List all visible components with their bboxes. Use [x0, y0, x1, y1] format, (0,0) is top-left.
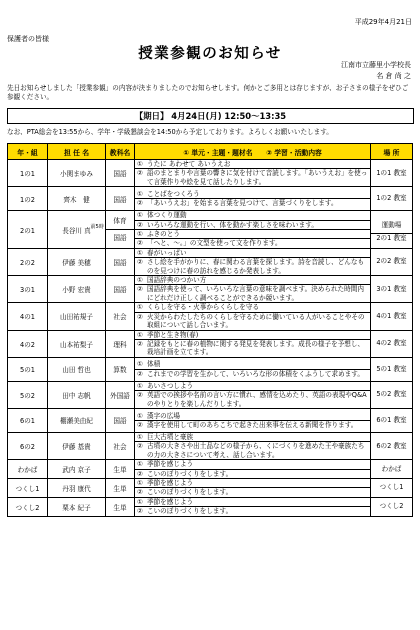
- item-text: 英語での挨拶や名前の言い方に慣れ、感情を込めたり、英語の表現やQ&Aのやりとりを楽しんだりします。: [147, 391, 367, 408]
- item-text: いろいろな運動を行い、体を動かす楽しさを味わいます。: [147, 220, 318, 229]
- content-cell: [135, 381, 371, 408]
- place-cell: [371, 381, 413, 408]
- content-line: [135, 390, 370, 408]
- item-number: ②: [137, 199, 143, 208]
- item-text: こいのぼりづくりをします。: [147, 507, 233, 516]
- class-cell: 4の1: [8, 303, 48, 330]
- pta-note: なお、PTA総会を13:55から、学年・学級懇談会を14:50から予定しております。よろしくお願いいたします。: [7, 128, 333, 136]
- content-cell: [135, 248, 371, 275]
- teacher-cell: 山田祐規子: [48, 303, 106, 330]
- item-number: ①: [137, 460, 143, 469]
- table-row: [8, 381, 413, 408]
- place-cell: [371, 460, 413, 479]
- table-row: [8, 211, 413, 249]
- content-cell: [135, 187, 371, 211]
- content-line: [135, 382, 370, 390]
- item-text: 古墳の大きさや出土品などの様子から、くにづくりを進めた王や豪族たちの力の大きさについて考え、話し合います。: [147, 442, 365, 459]
- content-line: [135, 312, 370, 330]
- item-number: ①: [137, 411, 143, 420]
- place-cell: [371, 303, 413, 330]
- item-text: 巨大古墳と豪族: [147, 432, 194, 441]
- class-cell: 6の1: [8, 408, 48, 432]
- item-text: 語のまとまりや言葉の響きに気を付けて音読します。「あいうえお」を使って言葉作りや絵を見て話したりします。: [147, 169, 368, 186]
- content-line: [135, 441, 370, 459]
- item-number: ①: [137, 360, 143, 369]
- item-number: ①: [137, 330, 143, 339]
- item-text: 火災からわたしたちのくらしを守るために働いている人がいることやその取組について話し合います。: [147, 312, 365, 330]
- header-place: 場 所: [371, 144, 413, 160]
- place-label: 6の1 教室: [376, 415, 407, 424]
- subject-cell: 国語: [106, 276, 135, 303]
- intro-text: 先日お知らせしました「授業参観」の内容が決まりましたのでお知らせします。何かとご多用とは存じますが、お子さまの様子をぜひご参観ください。: [7, 84, 409, 102]
- table-row: [8, 408, 413, 432]
- content-line: [135, 303, 370, 311]
- item-number: ①: [137, 478, 143, 487]
- item-text: 「あいうえお」を始まる言葉を見つけて、言葉づくりをします。: [147, 199, 338, 208]
- schedule-table: [7, 143, 413, 517]
- item-number: ①: [137, 276, 143, 285]
- page-title: 授業参観のお知らせ: [138, 45, 282, 62]
- subject-cell: 生単: [106, 460, 135, 479]
- place-label: つくし2: [379, 502, 404, 511]
- subject-cell: 国語: [106, 160, 135, 187]
- teacher-cell: 棚瀬美由紀: [48, 408, 106, 432]
- place-cell: [371, 211, 413, 249]
- content-line: [135, 211, 370, 219]
- item-number: ①: [137, 211, 143, 220]
- item-text: 季節と生き物(春): [147, 330, 199, 339]
- item-text: 季節を感じよう: [147, 497, 194, 506]
- item-text: 季節を感じよう: [147, 460, 194, 469]
- class-cell: 4の2: [8, 330, 48, 357]
- table-row: [8, 478, 413, 497]
- item-text: あいさつしよう: [147, 381, 194, 390]
- header-subject: 教科名: [106, 144, 135, 160]
- place-label: 運動場: [371, 217, 412, 234]
- content-line: [135, 249, 370, 257]
- recipient: 保護者の皆様: [7, 35, 49, 43]
- table-row: [8, 303, 413, 330]
- item-number: ②: [137, 369, 143, 378]
- item-number: ②: [137, 312, 143, 321]
- place-cell: [371, 357, 413, 381]
- content-line: [135, 498, 370, 506]
- item-number: ②: [137, 488, 143, 497]
- item-text: 漢字の広場: [147, 411, 180, 420]
- item-number: ②: [137, 339, 143, 348]
- content-cell: [135, 408, 371, 432]
- item-text: これまでの学習を生かして、いろいろな形の体積をくふうして求めます。: [147, 369, 364, 378]
- table-row: [8, 187, 413, 211]
- item-text: くらしを守る・火事からくらしを守る: [147, 303, 260, 312]
- principal-name: 名 倉 尚 之: [376, 72, 411, 80]
- class-cell: つくし1: [8, 478, 48, 497]
- subject-cell: 理科: [106, 330, 135, 357]
- sender-block: [341, 60, 411, 82]
- item-text: 漢字を使用して町のあちこちで起きた出来事を伝える新聞を作ります。: [147, 420, 358, 429]
- table-row: [8, 248, 413, 275]
- class-cell: 5の2: [8, 381, 48, 408]
- item-text: 国語辞典のつかい方: [147, 276, 207, 285]
- period-label: 前5時: [90, 223, 104, 230]
- place-cell: [371, 432, 413, 459]
- subject-cell: 外国語: [106, 381, 135, 408]
- item-number: ②: [137, 420, 143, 429]
- subject-cell: 算数: [106, 357, 135, 381]
- class-cell: 2の2: [8, 248, 48, 275]
- content-line: [135, 238, 370, 247]
- subject-cell: 生単: [106, 478, 135, 497]
- teacher-cell: 伊藤 基貴: [48, 432, 106, 459]
- item-text: 季節を感じよう: [147, 478, 194, 487]
- class-cell: 3の1: [8, 276, 48, 303]
- content-cell: [135, 478, 371, 497]
- content-line: [135, 160, 370, 168]
- teacher-cell: 長谷川 真 前5時: [48, 211, 106, 249]
- table-row: [8, 432, 413, 459]
- place-cell: [371, 276, 413, 303]
- content-line: [135, 229, 370, 238]
- event-date: 【期日】 4月24日(月) 12:50〜13:35: [134, 111, 287, 121]
- content-line: [135, 469, 370, 478]
- teacher-cell: 山田 哲也: [48, 357, 106, 381]
- content-line: [135, 276, 370, 284]
- item-number: ①: [137, 497, 143, 506]
- content-line: [135, 190, 370, 198]
- place-label: 2の2 教室: [376, 257, 407, 266]
- item-number: ②: [137, 169, 143, 178]
- document-date: 平成29年4月21日: [354, 18, 412, 26]
- content-line: [135, 360, 370, 368]
- content-line: [135, 198, 370, 207]
- subject-cell: 社会: [106, 303, 135, 330]
- table-row: [8, 160, 413, 187]
- place-label: つくし1: [379, 483, 404, 492]
- content-cell: [135, 211, 371, 249]
- content-cell: [135, 432, 371, 459]
- item-number: ①: [137, 230, 143, 239]
- place-label: 6の2 教室: [376, 441, 407, 450]
- subject-cell: 国語: [106, 248, 135, 275]
- table-row: [8, 497, 413, 516]
- table-header-row: [8, 144, 413, 160]
- item-text: うたに あわせて あいうえお: [147, 160, 231, 168]
- teacher-cell: 伊藤 美穂: [48, 248, 106, 275]
- item-number: ①: [137, 432, 143, 441]
- teacher-cell: 小野 宏貴: [48, 276, 106, 303]
- teacher-cell: 丹羽 康代: [48, 478, 106, 497]
- class-cell: 1の1: [8, 160, 48, 187]
- content-line: [135, 369, 370, 378]
- content-line: [135, 420, 370, 429]
- table-row: [8, 460, 413, 479]
- header-content: ① 単元・主題・題材名 ② 学習・活動内容: [135, 144, 371, 160]
- place-cell: [371, 248, 413, 275]
- content-line: [135, 487, 370, 496]
- class-cell: 5の1: [8, 357, 48, 381]
- item-number: ②: [137, 507, 143, 516]
- item-text: 体積: [147, 360, 161, 369]
- item-number: ②: [137, 258, 143, 267]
- subject-label-2: 国語: [106, 229, 134, 247]
- content-line: [135, 506, 370, 515]
- content-line: [135, 257, 370, 275]
- item-number: ②: [137, 391, 143, 400]
- item-number: ②: [137, 442, 143, 451]
- item-number: ②: [137, 239, 143, 248]
- teacher-cell: 山本祐梨子: [48, 330, 106, 357]
- item-text: 体つくり運動: [147, 211, 187, 220]
- item-number: ①: [137, 189, 143, 198]
- class-cell: つくし2: [8, 497, 48, 516]
- item-number: ①: [137, 160, 143, 168]
- place-label: 4の1 教室: [376, 311, 407, 320]
- content-cell: [135, 497, 371, 516]
- item-text: さし絵を手がかりに、春に関わる言葉を探します。詩を音読し、どんなものを見つけに春の訪れを感じるか発表します。: [147, 258, 365, 275]
- item-number: ①: [137, 303, 143, 312]
- teacher-cell: 小関まゆみ: [48, 160, 106, 187]
- place-label: 4の2 教室: [376, 339, 407, 348]
- teacher-cell: 栗本 紀子: [48, 497, 106, 516]
- place-cell: [371, 330, 413, 357]
- place-label: 5の2 教室: [376, 390, 407, 399]
- header-teacher: 担 任 名: [48, 144, 106, 160]
- subject-cell: 社会: [106, 432, 135, 459]
- event-date-box: [7, 108, 414, 124]
- place-label: わかば: [381, 464, 402, 473]
- teacher-cell: 武内 京子: [48, 460, 106, 479]
- teacher-cell: 齊木 健: [48, 187, 106, 211]
- content-line: [135, 339, 370, 357]
- header-class: 年・組: [8, 144, 48, 160]
- item-text: ことばをつくろう: [147, 189, 200, 198]
- item-number: ②: [137, 469, 143, 478]
- item-text: 春がいっぱい: [147, 248, 187, 257]
- content-line: [135, 284, 370, 302]
- item-number: ①: [137, 381, 143, 390]
- teacher-cell: 田中 志帆: [48, 381, 106, 408]
- subject-label: 体育: [113, 216, 127, 225]
- place-cell: [371, 497, 413, 516]
- place-cell: [371, 187, 413, 211]
- class-cell: 6の2: [8, 432, 48, 459]
- place-label: 5の1 教室: [376, 364, 407, 373]
- place-cell: [371, 160, 413, 187]
- content-cell: [135, 357, 371, 381]
- place-label-2: 2の1 教室: [376, 233, 407, 242]
- place-label: 1の1 教室: [376, 168, 407, 177]
- item-number: ②: [137, 220, 143, 229]
- content-cell: [135, 460, 371, 479]
- content-line: [135, 479, 370, 487]
- subject-cell: [106, 211, 135, 249]
- class-cell: わかば: [8, 460, 48, 479]
- place-cell: [371, 478, 413, 497]
- content-cell: [135, 303, 371, 330]
- item-number: ②: [137, 285, 143, 294]
- content-line: [135, 168, 370, 186]
- content-line: [135, 433, 370, 441]
- item-text: こいのぼりづくりをします。: [147, 469, 233, 478]
- school-name: 江南市立藤里小学校長: [341, 61, 411, 69]
- item-text: 記録をもとに春の植物に関する発見を発表します。成長の様子を予想し、栽培計画を立てます。: [147, 339, 365, 357]
- item-text: ふきのとう: [147, 230, 180, 239]
- place-label: 1の2 教室: [376, 194, 407, 203]
- class-cell: 2の1: [8, 211, 48, 249]
- table-row: [8, 276, 413, 303]
- table-row: [8, 330, 413, 357]
- content-cell: [135, 330, 371, 357]
- table-row: [8, 357, 413, 381]
- place-label: 3の1 教室: [376, 284, 407, 293]
- item-text: 「へと、〜。」の文型を使って文を作ります。: [147, 239, 282, 248]
- place-cell: [371, 408, 413, 432]
- content-line: [135, 331, 370, 339]
- content-cell: [135, 276, 371, 303]
- item-number: ①: [137, 248, 143, 257]
- content-cell: [135, 160, 371, 187]
- content-line: [135, 220, 370, 229]
- item-text: 国語辞典を使って、いろいろな言葉の意味を調べます。決められた時間内にどれだけ正しく調べることができるか競います。: [147, 285, 364, 302]
- subject-cell: 生単: [106, 497, 135, 516]
- subject-cell: 国語: [106, 187, 135, 211]
- class-cell: 1の2: [8, 187, 48, 211]
- item-text: こいのぼりづくりをします。: [147, 488, 233, 497]
- subject-cell: 国語: [106, 408, 135, 432]
- content-line: [135, 460, 370, 468]
- content-line: [135, 412, 370, 420]
